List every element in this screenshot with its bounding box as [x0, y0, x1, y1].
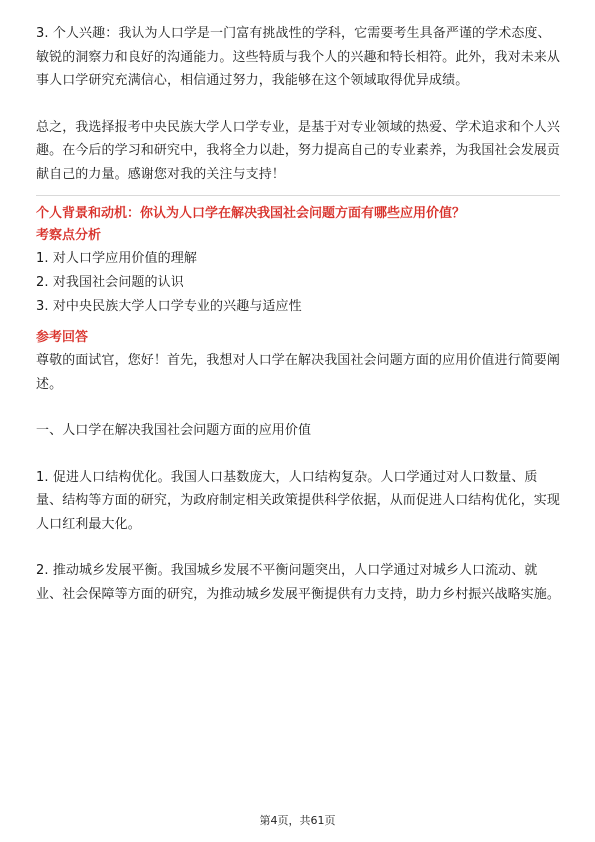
list-item: 2. 对我国社会问题的认识: [36, 275, 184, 290]
document-page: [36, 22, 560, 606]
answer-label: 参考回答: [36, 330, 89, 345]
spacer: [36, 443, 560, 466]
spacer: [36, 536, 560, 559]
list-item: 1. 对人口学应用价值的理解: [36, 251, 197, 266]
conclusion-paragraph: 总之，我选择报考中央民族大学人口学专业，是基于对专业领域的热爱、学术追求和个人兴趣。在今后的学习和研究中，我将全力以赴，努力提高自己的专业素养，为我国社会发展贡献自己的力量。感谢您对我的关注与支持！: [36, 119, 561, 182]
question-title: 个人背景和动机：你认为人口学在解决我国社会问题方面有哪些应用价值？: [36, 206, 466, 221]
interest-paragraph: 3. 个人兴趣：我认为人口学是一门富有挑战性的学科，它需要考生具备严谨的学术态度、敏锐的洞察力和良好的沟通能力。这些特质与我个人的兴趣和特长相符。此外，我对未来从事人口学研究充满信心，相信通过努力，我能够在这个领域取得优异成绩。: [36, 26, 561, 88]
section-heading: 一、人口学在解决我国社会问题方面的应用价值: [36, 423, 312, 438]
analysis-label: 考察点分析: [36, 228, 102, 243]
answer-item-1: 1. 促进人口结构优化。我国人口基数庞大，人口结构复杂。人口学通过对人口数量、质量、结构等方面的研究，为政府制定相关政策提供科学依据，从而促进人口结构优化，实现人口红利最大化。: [36, 469, 561, 532]
answer-item-2: 2. 推动城乡发展平衡。我国城乡发展不平衡问题突出，人口学通过对城乡人口流动、就业、社会保障等方面的研究，为推动城乡发展平衡提供有力支持，助力乡村振兴战略实施。: [36, 563, 561, 602]
answer-opening: 尊敬的面试官，您好！首先，我想对人口学在解决我国社会问题方面的应用价值进行简要阐述。: [36, 353, 561, 392]
list-item: 3. 对中央民族大学人口学专业的兴趣与适应性: [36, 299, 302, 314]
section-divider: [36, 195, 560, 196]
spacer: [36, 396, 560, 419]
page-number: 第4页，共61页: [259, 814, 336, 827]
analysis-points-list: [36, 247, 560, 319]
spacer: [36, 93, 560, 116]
